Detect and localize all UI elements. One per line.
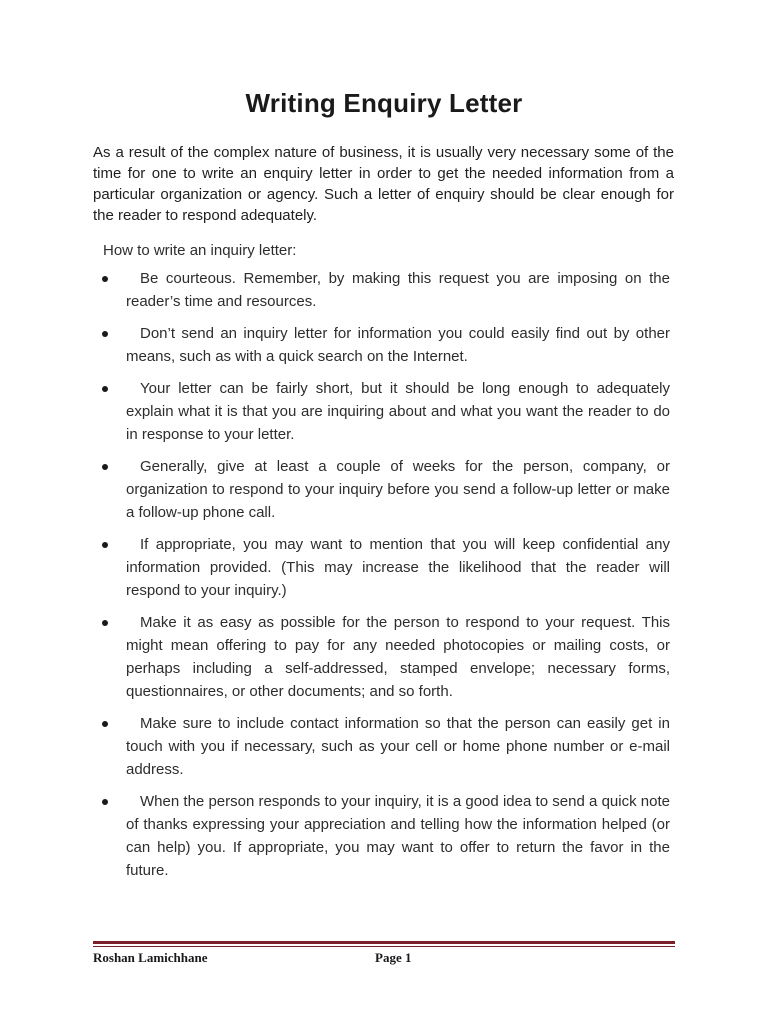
tips-list (102, 267, 670, 891)
bullet-icon (102, 464, 108, 470)
list-item-text: Don’t send an inquiry letter for information you could easily find out by other means, such as with a quick search on the Internet. (126, 325, 670, 365)
bullet-icon (102, 386, 108, 392)
list-item-text: Your letter can be fairly short, but it should be long enough to adequately explain what it is that you are inquiring about and what you want the reader to do in response to your letter. (126, 380, 670, 443)
list-item-text: Make it as easy as possible for the person to respond to your request. This might mean offering to pay for any needed photocopies or mailing costs, or perhaps including a self-addressed, stamped envelope; necessary forms, questionnaires, or other documents; and so forth. (126, 614, 670, 700)
list-item-text: Generally, give at least a couple of weeks for the person, company, or organization to respond to your inquiry before you send a follow-up letter or make a follow-up phone call. (126, 458, 670, 521)
list-item (102, 790, 670, 882)
list-item (102, 322, 670, 368)
footer-divider (93, 941, 675, 944)
list-item-text: If appropriate, you may want to mention that you will keep confidential any information provided. (This may increase the likelihood that the reader will respond to your inquiry.) (126, 536, 670, 599)
list-item-text: Make sure to include contact information so that the person can easily get in touch with you if necessary, such as your cell or home phone number or e-mail address. (126, 715, 670, 778)
bullet-icon (102, 276, 108, 282)
list-item (102, 712, 670, 781)
page-title: Writing Enquiry Letter (245, 88, 523, 118)
list-item (102, 611, 670, 703)
howto-heading: How to write an inquiry letter: (103, 242, 297, 259)
bullet-icon (102, 331, 108, 337)
bullet-icon (102, 542, 108, 548)
footer-author: Roshan Lamichhane (93, 950, 208, 965)
bullet-icon (102, 721, 108, 727)
footer-page-number: Page 1 (375, 950, 412, 965)
list-item (102, 533, 670, 602)
footer-divider-thin (93, 946, 675, 947)
list-item (102, 377, 670, 446)
list-item-text: Be courteous. Remember, by making this request you are imposing on the reader’s time and resources. (126, 270, 670, 310)
bullet-icon (102, 799, 108, 805)
bullet-icon (102, 620, 108, 626)
list-item (102, 267, 670, 313)
list-item (102, 455, 670, 524)
intro-paragraph: As a result of the complex nature of business, it is usually very necessary some of the time for one to write an enquiry letter in order to get the needed information from a particular organization or agency. Such a letter of enquiry should be clear enough for the reader to respond adequately. (93, 144, 674, 224)
list-item-text: When the person responds to your inquiry, it is a good idea to send a quick note of thanks expressing your appreciation and telling how the information helped (or can help) you. If appropriate, you may want to offer to return the favor in the future. (126, 793, 670, 879)
